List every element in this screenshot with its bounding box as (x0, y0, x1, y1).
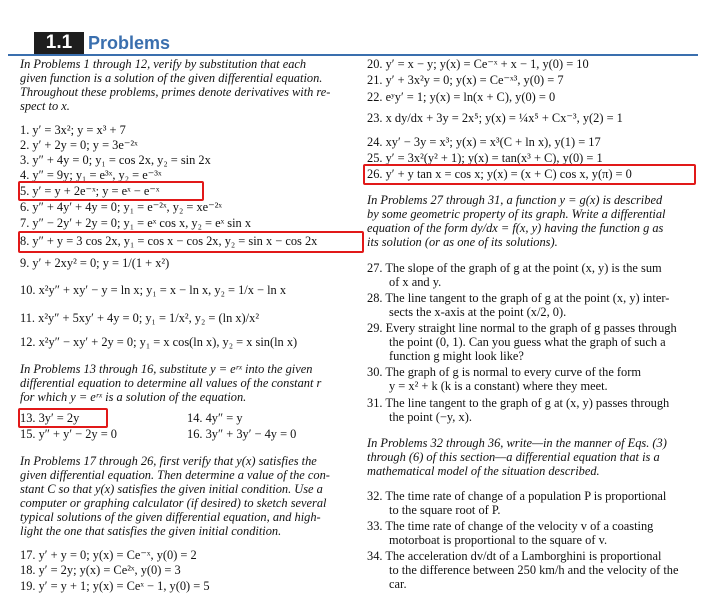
section-title: Problems (88, 33, 171, 53)
problem-7: 7. y″ − 2y′ + 2y = 0; y₁ = eˣ cos x, y₂ = eˣ sin x (20, 216, 252, 230)
intro-5-line-3: mathematical model of the situation described. (367, 464, 600, 478)
problem-30-line-1: 30. The graph of g is normal to every curve of the form (367, 365, 642, 379)
intro-3-line-1: In Problems 17 through 26, first verify that y(x) satisfies the (20, 454, 317, 468)
problem-15: 15. y″ + y′ − 2y = 0 (20, 427, 117, 441)
problem-29-line-1: 29. Every straight line normal to the graph of g passes through (367, 321, 677, 335)
problem-2: 2. y′ + 2y = 0; y = 3e⁻²ˣ (20, 138, 138, 152)
problem-28-line-2: sects the x-axis at the point (x/2, 0). (389, 305, 567, 319)
intro-4-line-3: equation of the form dy/dx = f(x, y) having the function g as (367, 221, 664, 235)
problem-6: 6. y″ + 4y′ + 4y = 0; y₁ = e⁻²ˣ, y₂ = xe⁻²ˣ (20, 200, 222, 214)
highlight-problem-13 (18, 408, 108, 428)
problem-3: 3. y″ + 4y = 0; y₁ = cos 2x, y₂ = sin 2x (20, 153, 211, 167)
problem-32-line-2: to the square root of P. (389, 503, 501, 517)
problem-29-line-2: the point (0, 1). Can you guess what the graph of such a (389, 335, 666, 349)
intro-3-line-2: given differential equation. Then determine a value of the con- (20, 468, 330, 482)
problem-34-line-1: 34. The acceleration dv/dt of a Lamborghini is proportional (367, 549, 662, 563)
intro-5-line-1: In Problems 32 through 36, write—in the manner of Eqs. (3) (367, 436, 667, 450)
highlight-problem-26 (363, 164, 696, 185)
problem-32-line-1: 32. The time rate of change of a population P is proportional (367, 489, 667, 503)
problem-17: 17. y′ + y = 0; y(x) = Ce⁻ˣ, y(0) = 2 (20, 548, 197, 562)
intro-1-line-3: Throughout these problems, primes denote derivatives with re- (20, 85, 331, 99)
problem-31-line-1: 31. The line tangent to the graph of g at (x, y) passes through (367, 396, 670, 410)
intro-2-line-2: differential equation to determine all values of the constant r (20, 376, 322, 390)
intro-3-line-6: light the one that satisfies the given initial condition. (20, 524, 282, 538)
intro-2-line-3: for which y = eʳˣ is a solution of the equation. (20, 390, 247, 404)
problem-27-line-2: of x and y. (389, 275, 442, 289)
problem-21: 21. y′ + 3x²y = 0; y(x) = Ce⁻ˣ³, y(0) = 7 (367, 73, 564, 87)
intro-2-line-1: In Problems 13 through 16, substitute y = eʳˣ into the given (20, 362, 313, 376)
intro-1-line-1: In Problems 1 through 12, verify by substitution that each (20, 57, 307, 71)
problem-19: 19. y′ = y + 1; y(x) = Ceˣ − 1, y(0) = 5 (20, 579, 210, 593)
problem-8: 8. y″ + y = 3 cos 2x, y₁ = cos x − cos 2x, y₂ = sin x − cos 2x (20, 234, 318, 248)
problem-31-line-2: the point (−y, x). (389, 410, 472, 424)
intro-3-line-4: computer or graphing calculator (if desired) to sketch several (20, 496, 327, 510)
highlight-problem-8 (18, 231, 364, 253)
problem-4: 4. y″ = 9y; y₁ = e³ˣ, y₂ = e⁻³ˣ (20, 168, 162, 182)
problem-24: 24. xy′ − 3y = x³; y(x) = x³(C + ln x), y(1) = 17 (367, 135, 601, 149)
problem-25: 25. y′ = 3x²(y² + 1); y(x) = tan(x³ + C), y(0) = 1 (367, 151, 603, 165)
problem-22: 22. eʸy′ = 1; y(x) = ln(x + C), y(0) = 0 (367, 90, 556, 104)
problem-29-line-3: function g might look like? (389, 349, 524, 363)
intro-1-line-2: given function is a solution of the given differential equation. (20, 71, 323, 85)
problem-11: 11. x²y″ + 5xy′ + 4y = 0; y₁ = 1/x², y₂ = (ln x)/x² (20, 311, 260, 325)
problem-5: 5. y′ = y + 2e⁻ˣ; y = eˣ − e⁻ˣ (20, 184, 160, 198)
problem-20: 20. y′ = x − y; y(x) = Ce⁻ˣ + x − 1, y(0) = 10 (367, 57, 589, 71)
intro-4-line-2: by some geometric property of its graph. Write a differential (367, 207, 666, 221)
problem-18: 18. y′ = 2y; y(x) = Ce²ˣ, y(0) = 3 (20, 563, 181, 577)
problem-33-line-2: motorboat is proportional to the square of v. (389, 533, 608, 547)
problem-12: 12. x²y″ − xy′ + 2y = 0; y₁ = x cos(ln x), y₂ = x sin(ln x) (20, 335, 298, 349)
intro-4-line-4: its solution (or as one of its solutions). (367, 235, 558, 249)
problem-14: 14. 4y″ = y (187, 411, 243, 425)
highlight-problem-5 (18, 181, 204, 201)
problem-34-line-2: to the difference between 250 km/h and the velocity of the (389, 563, 679, 577)
intro-3-line-5: typical solutions of the given differential equation, and high- (20, 510, 321, 524)
problem-30-line-2: y = x² + k (k is a constant) where they meet. (389, 379, 608, 393)
intro-5-line-2: through (6) of this section—a differential equation that is a (367, 450, 660, 464)
problem-9: 9. y′ + 2xy² = 0; y = 1/(1 + x²) (20, 256, 170, 270)
problem-27-line-1: 27. The slope of the graph of g at the point (x, y) is the sum (367, 261, 662, 275)
problem-16: 16. 3y″ + 3y′ − 4y = 0 (187, 427, 297, 441)
section-number: 1.1 (34, 32, 84, 54)
problem-26: 26. y′ + y tan x = cos x; y(x) = (x + C) cos x, y(π) = 0 (367, 167, 632, 181)
section-header (8, 32, 698, 54)
problem-13: 13. 3y′ = 2y (20, 411, 80, 425)
problem-34-line-3: car. (389, 577, 407, 591)
problem-23: 23. x dy/dx + 3y = 2x⁵; y(x) = ¼x⁵ + Cx⁻³, y(2) = 1 (367, 111, 623, 125)
problem-1: 1. y′ = 3x²; y = x³ + 7 (20, 123, 126, 137)
problem-28-line-1: 28. The line tangent to the graph of g at the point (x, y) inter- (367, 291, 670, 305)
header-rule (8, 54, 698, 56)
intro-4-line-1: In Problems 27 through 31, a function y = g(x) is described (367, 193, 663, 207)
problem-10: 10. x²y″ + xy′ − y = ln x; y₁ = x − ln x, y₂ = 1/x − ln x (20, 283, 287, 297)
problem-33-line-1: 33. The time rate of change of the velocity v of a coasting (367, 519, 654, 533)
intro-1-line-4: spect to x. (20, 99, 70, 113)
intro-3-line-3: stant C so that y(x) satisfies the given initial condition. Use a (20, 482, 323, 496)
